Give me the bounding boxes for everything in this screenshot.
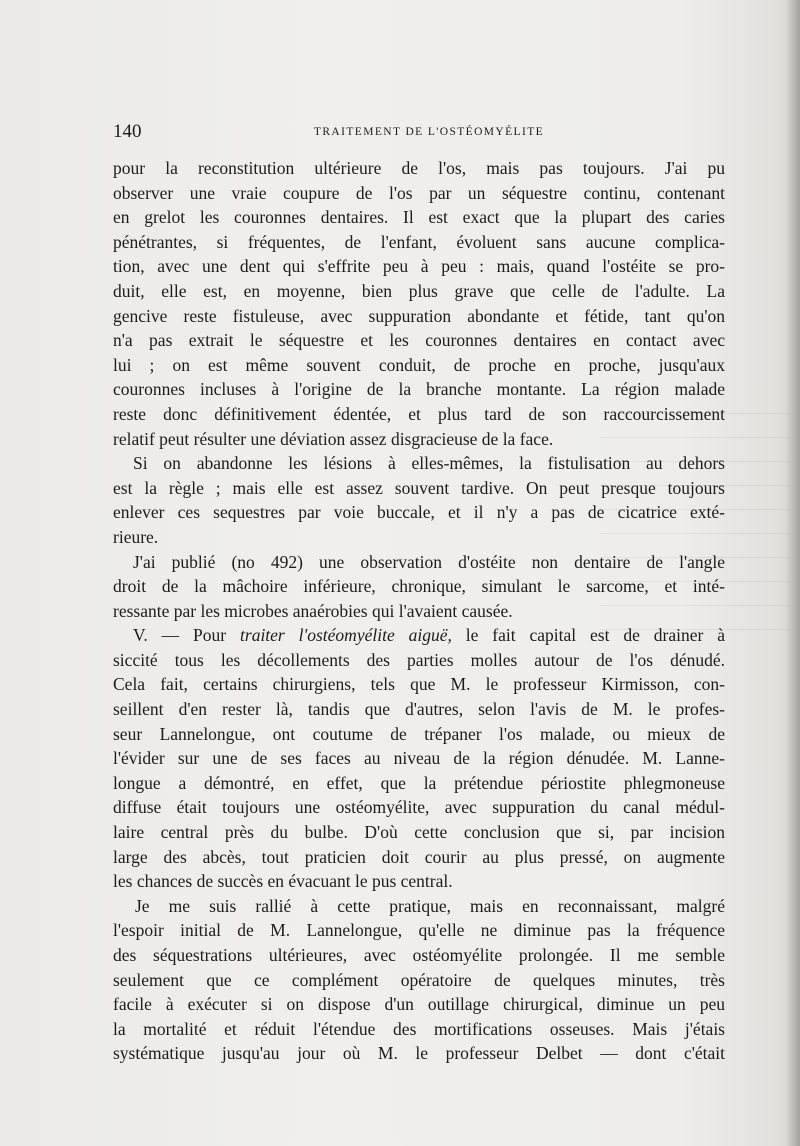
text-line: Cela fait, certains chirurgiens, tels que M. le professeur Kirmisson, con-	[113, 674, 725, 695]
paragraph	[113, 451, 725, 549]
text-line: en grelot les couronnes dentaires. Il est exact que la plupart des caries	[113, 207, 725, 228]
body-text	[113, 156, 725, 1066]
page-gutter-shadow	[786, 0, 800, 1146]
text-line: diffuse était toujours une ostéomyélite, avec suppuration du canal médul-	[113, 797, 725, 818]
text-line: des séquestrations ultérieures, avec ostéomyélite prolongée. Il me semble	[113, 945, 725, 965]
text-line: Si on abandonne les lésions à elles-mêmes, la fistulisation au dehors	[133, 453, 725, 474]
text-line: laire central près du bulbe. D'où cette conclusion que si, par incision	[113, 822, 725, 843]
italic-phrase: traiter l'ostéomyélite aiguë,	[240, 625, 452, 646]
text-line: les chances de succès en évacuant le pus central.	[113, 871, 453, 892]
text-line: l'évider sur une de ses faces au niveau de la région dénudée. M. Lanne-	[113, 748, 725, 769]
paragraph	[113, 623, 725, 894]
text-line: n'a pas extrait le séquestre et les couronnes dentaires en contact avec	[113, 330, 725, 351]
text-line: couronnes incluses à l'origine de la branche montante. La région malade	[113, 379, 725, 400]
text-line: enlever ces sequestres par voie buccale, et il n'y a pas de cicatrice exté-	[113, 502, 725, 523]
page-header	[113, 117, 723, 147]
text-line: rieure.	[113, 526, 159, 547]
running-title: TRAITEMENT DE L'OSTÉOMYÉLITE	[313, 126, 545, 138]
text-line: ressante par les microbes anaérobies qui l'avaient causée.	[113, 600, 513, 621]
paragraph	[113, 894, 725, 1066]
text-line: seur Lannelongue, ont coutume de trépaner l'os malade, ou mieux de	[113, 723, 725, 744]
text-line: observer une vraie coupure de l'os par un séquestre continu, contenant	[113, 182, 725, 203]
text-line: duit, elle est, en moyenne, bien plus grave que celle de l'adulte. La	[113, 280, 725, 301]
text-line: facile à exécuter si on dispose d'un outillage chirurgical, diminue un peu	[113, 994, 725, 1015]
text-segment: V. — Pour	[133, 625, 241, 646]
text-line: longue a démontré, en effet, que la prétendue périostite phlegmoneuse	[113, 772, 725, 793]
text-line: la mortalité et réduit l'étendue des mortifications osseuses. Mais j'étais	[113, 1018, 725, 1039]
text-line: siccité tous les décollements des parties molles autour de l'os dénudé.	[113, 649, 725, 670]
text-line: gencive reste fistuleuse, avec suppuration abondante et fétide, tant qu'on	[113, 305, 725, 326]
page-number: 140	[113, 121, 142, 142]
text-line: pénétrantes, si fréquentes, de l'enfant, évoluent sans aucune complica-	[113, 231, 725, 252]
text-line: seillent d'en rester là, tandis que d'autres, selon l'avis de M. le profes-	[113, 699, 725, 720]
text-line: pour la reconstitution ultérieure de l'os, mais pas toujours. J'ai pu	[113, 158, 725, 178]
paragraph	[113, 550, 725, 624]
text-line: l'espoir initial de M. Lannelongue, qu'elle ne diminue pas la fréquence	[113, 920, 725, 941]
text-line: reste donc définitivement édentée, et plus tard de son raccourcissement	[113, 403, 725, 424]
text-line: est la règle ; mais elle est assez souvent tardive. On peut presque toujours	[113, 477, 725, 498]
text-line: lui ; on est même souvent conduit, de proche en proche, jusqu'aux	[113, 354, 725, 375]
text-line	[113, 623, 725, 648]
text-line: relatif peut résulter une déviation assez disgracieuse de la face.	[113, 428, 554, 449]
text-line: J'ai publié (no 492) une observation d'ostéite non dentaire de l'angle	[133, 551, 725, 572]
text-segment: le fait capital est de drainer à	[451, 625, 725, 646]
text-line: Je me suis rallié à cette pratique, mais en reconnaissant, malgré	[135, 895, 725, 916]
text-line: tion, avec une dent qui s'effrite peu à peu : mais, quand l'ostéite se pro-	[113, 256, 725, 277]
text-line: large des abcès, tout praticien doit courir au plus pressé, on augmente	[113, 846, 725, 867]
paragraph	[113, 156, 725, 451]
text-line: droit de la mâchoire inférieure, chronique, simulant le sarcome, et inté-	[113, 576, 725, 597]
text-line: seulement que ce complément opératoire de quelques minutes, très	[113, 969, 725, 990]
text-line: systématique jusqu'au jour où M. le professeur Delbet — dont c'était	[113, 1043, 725, 1064]
